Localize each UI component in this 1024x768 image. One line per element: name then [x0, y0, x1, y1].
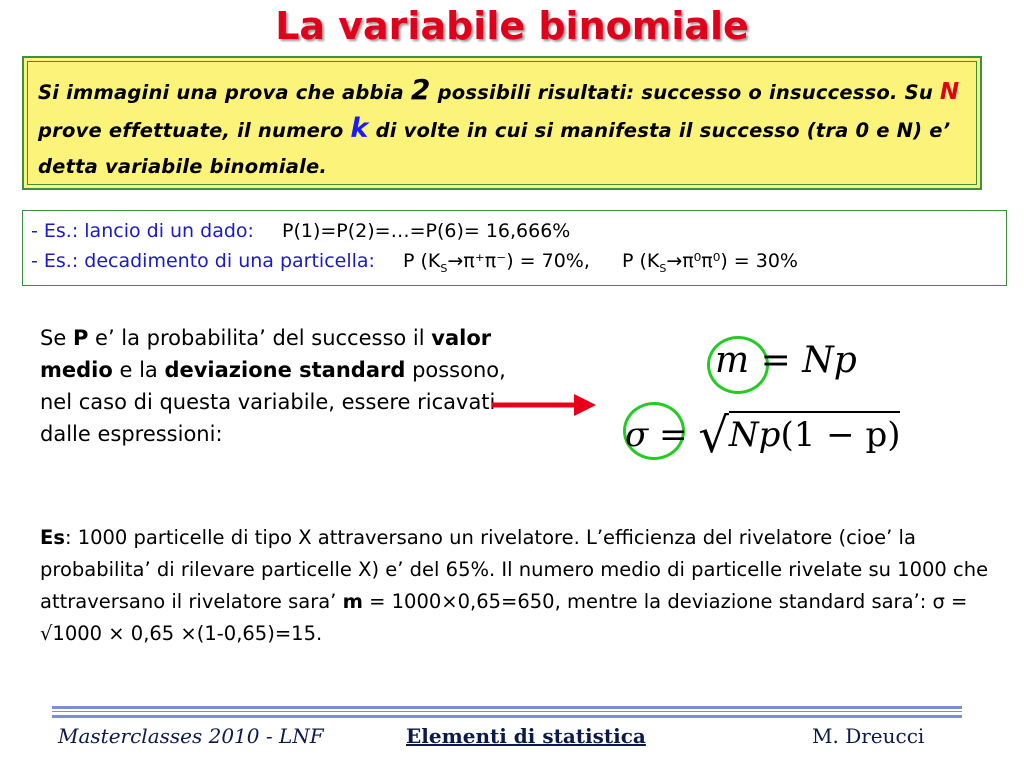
explanation-part-1: Se — [40, 326, 73, 350]
explanation-deviazione: deviazione standard — [164, 358, 406, 382]
sigma-formula — [625, 402, 901, 464]
formula-equals-1: = — [749, 340, 803, 381]
footer-event: Masterclasses 2010 - LNF — [58, 724, 324, 748]
example-dice-value: P(1)=P(2)=…=P(6)= 16,666% — [281, 220, 571, 242]
definition-number-2: 2 — [410, 73, 431, 106]
decay-b-subscript: S — [659, 261, 667, 275]
definition-text-4: di volte in cui si manifesta il successo (tra 0 e N) e’ detta variabile binomiale. — [38, 119, 951, 178]
example-decay-value-b — [621, 250, 798, 275]
decay-a-prefix: P (K — [403, 250, 441, 272]
example-decay-label: - Es.: decadimento di una particella: — [31, 250, 375, 272]
explanation-P: P — [72, 326, 89, 350]
definition-box — [22, 56, 982, 190]
example-problem-text-1: : 1000 particelle di tipo X attraversano un rivelatore. L’efficienza del rivelatore (cioe’ la probabilita’ di rilevare particelle X) e’ del 65%. Il numero medio di particelle rivelate su 1000 che attraversano il rivelatore sara’ — [40, 526, 989, 613]
footer-course: Elementi di statistica — [406, 724, 646, 748]
footer-author: M. Dreucci — [812, 724, 925, 748]
definition-text-2: possibili risultati: successo o insuccesso. Su — [430, 81, 940, 104]
mean-formula — [715, 340, 857, 381]
definition-text-1: Si immagini una prova che abbia — [38, 81, 411, 104]
formula-Np: Np — [802, 340, 857, 381]
example-problem-m: m — [342, 590, 363, 613]
slide-title: La variabile binomiale — [275, 4, 749, 48]
formula-paren: (1 − p) — [780, 415, 901, 455]
decay-b-suffix: →π⁰π⁰) = 30% — [666, 250, 798, 272]
example-dice-line — [31, 216, 1006, 246]
formula-m: m — [715, 340, 750, 381]
definition-k: k — [350, 113, 369, 144]
example-decay-value-a — [403, 250, 590, 275]
formula-radicand — [729, 411, 901, 455]
arrow-right-icon — [490, 390, 600, 420]
footer-divider-middle — [52, 711, 962, 712]
explanation-part-4: possono, nel caso di questa variabile, essere ricavati dalle espressioni: — [40, 358, 506, 446]
example-decay-line — [31, 246, 1006, 284]
decay-a-suffix: →π⁺π⁻) = 70%, — [447, 250, 590, 272]
explanation-part-2: e’ la probabilita’ del successo il — [88, 326, 432, 350]
formula-Np-2: Np — [728, 415, 781, 455]
definition-N: N — [939, 79, 960, 105]
formula-radical: √ — [698, 408, 729, 464]
decay-b-prefix: P (K — [621, 250, 660, 272]
explanation-text — [40, 322, 510, 450]
explanation-valor-medio: valor medio — [40, 326, 492, 382]
explanation-part-3: e la — [112, 358, 165, 382]
formula-sigma: σ — [625, 415, 649, 455]
example-dice-label: - Es.: lancio di un dado: — [31, 220, 254, 242]
examples-box — [22, 210, 1007, 286]
definition-text-3: prove effettuate, il numero — [38, 119, 351, 142]
footer-divider — [52, 706, 962, 718]
example-problem — [40, 522, 1000, 650]
example-problem-text-2: = 1000×0,65=650, mentre la deviazione standard sara’: σ = √1000 × 0,65 ×(1-0,65)=15. — [40, 590, 968, 645]
formula-equals-2: = — [648, 415, 699, 455]
example-problem-label: Es — [40, 526, 65, 549]
decay-a-subscript: S — [440, 261, 448, 275]
